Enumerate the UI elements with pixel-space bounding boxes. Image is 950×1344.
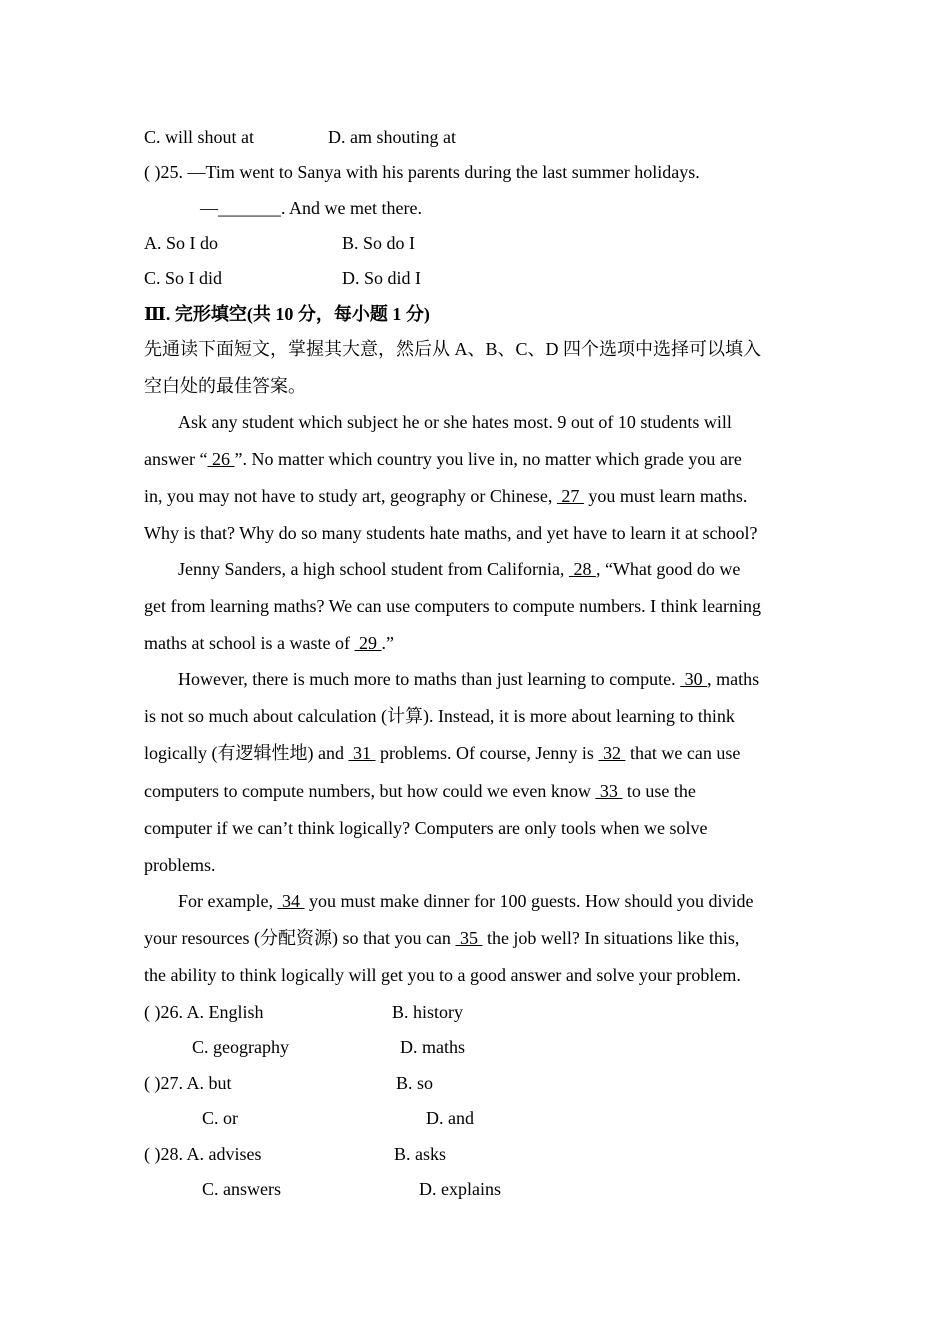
blank-28: 28 — [568, 559, 596, 579]
blank-34: 34 — [277, 891, 305, 911]
passage-line: the ability to think logically will get you to a good answer and solve your problem. — [144, 965, 741, 985]
blank-26: 26 — [207, 449, 235, 469]
passage-line: answer “ 26 ”. No matter which country you live in, no matter which grade you are — [144, 449, 742, 469]
passage-line: Ask any student which subject he or she hates most. 9 out of 10 students will — [178, 412, 732, 432]
q27-option-d: D. and — [426, 1108, 474, 1128]
passage-line: Jenny Sanders, a high school student from California, 28 , “What good do we — [178, 559, 741, 579]
q28-option-b: B. asks — [394, 1144, 447, 1164]
instruction-line: 空白处的最佳答案。 — [144, 376, 306, 396]
q25-option-d: D. So did I — [342, 268, 422, 288]
blank-32: 32 — [598, 743, 626, 763]
q25-option-a: A. So I do — [144, 233, 219, 253]
passage-line: Why is that? Why do so many students hate maths, and yet have to learn it at school? — [144, 523, 758, 543]
q25-reply: —_______. And we met there. — [200, 198, 422, 218]
q24-option-d: D. am shouting at — [328, 127, 456, 147]
q27-option-c: C. or — [202, 1108, 238, 1128]
passage-line: computer if we can’t think logically? Computers are only tools when we solve — [144, 818, 708, 838]
q28-stem: ( )28. A. advises — [144, 1144, 262, 1164]
q25-option-b: B. So do I — [342, 233, 416, 253]
passage-line: get from learning maths? We can use computers to compute numbers. I think learning — [144, 596, 762, 616]
q25-stem: ( )25. —Tim went to Sanya with his parents during the last summer holidays. — [144, 162, 700, 182]
q25-option-c: C. So I did — [144, 268, 223, 288]
blank-33: 33 — [595, 781, 623, 801]
passage-line: in, you may not have to study art, geography or Chinese, 27 you must learn maths. — [144, 486, 748, 506]
q28-option-c: C. answers — [202, 1179, 281, 1199]
instruction-line: 先通读下面短文，掌握其大意，然后从 A、B、C、D 四个选项中选择可以填入 — [144, 339, 762, 359]
q24-option-c: C. will shout at — [144, 127, 255, 147]
passage-line: is not so much about calculation (计算). Instead, it is more about learning to think — [144, 706, 735, 726]
section-heading: Ⅲ. 完形填空(共 10 分，每小题 1 分) — [144, 304, 430, 324]
blank-35: 35 — [455, 928, 483, 948]
passage-line: computers to compute numbers, but how could we even know 33 to use the — [144, 781, 696, 801]
q26-option-b: B. history — [392, 1002, 464, 1022]
passage-line: For example, 34 you must make dinner for 100 guests. How should you divide — [178, 891, 754, 911]
blank-30: 30 — [680, 669, 708, 689]
q27-option-b: B. so — [396, 1073, 434, 1093]
passage-line: your resources (分配资源) so that you can 35 the job well? In situations like this, — [144, 928, 740, 948]
passage-line: maths at school is a waste of 29 .” — [144, 633, 394, 653]
passage-line: However, there is much more to maths than just learning to compute. 30 , maths — [178, 669, 760, 689]
passage-line: logically (有逻辑性地) and 31 problems. Of course, Jenny is 32 that we can use — [144, 743, 741, 763]
q28-option-d: D. explains — [419, 1179, 501, 1199]
passage-line: problems. — [144, 855, 216, 875]
q26-option-d: D. maths — [400, 1037, 465, 1057]
blank-27: 27 — [556, 486, 584, 506]
blank-29: 29 — [354, 633, 382, 653]
q26-option-c: C. geography — [192, 1037, 289, 1057]
q27-stem: ( )27. A. but — [144, 1073, 232, 1093]
blank-31: 31 — [348, 743, 376, 763]
q26-stem: ( )26. A. English — [144, 1002, 264, 1022]
